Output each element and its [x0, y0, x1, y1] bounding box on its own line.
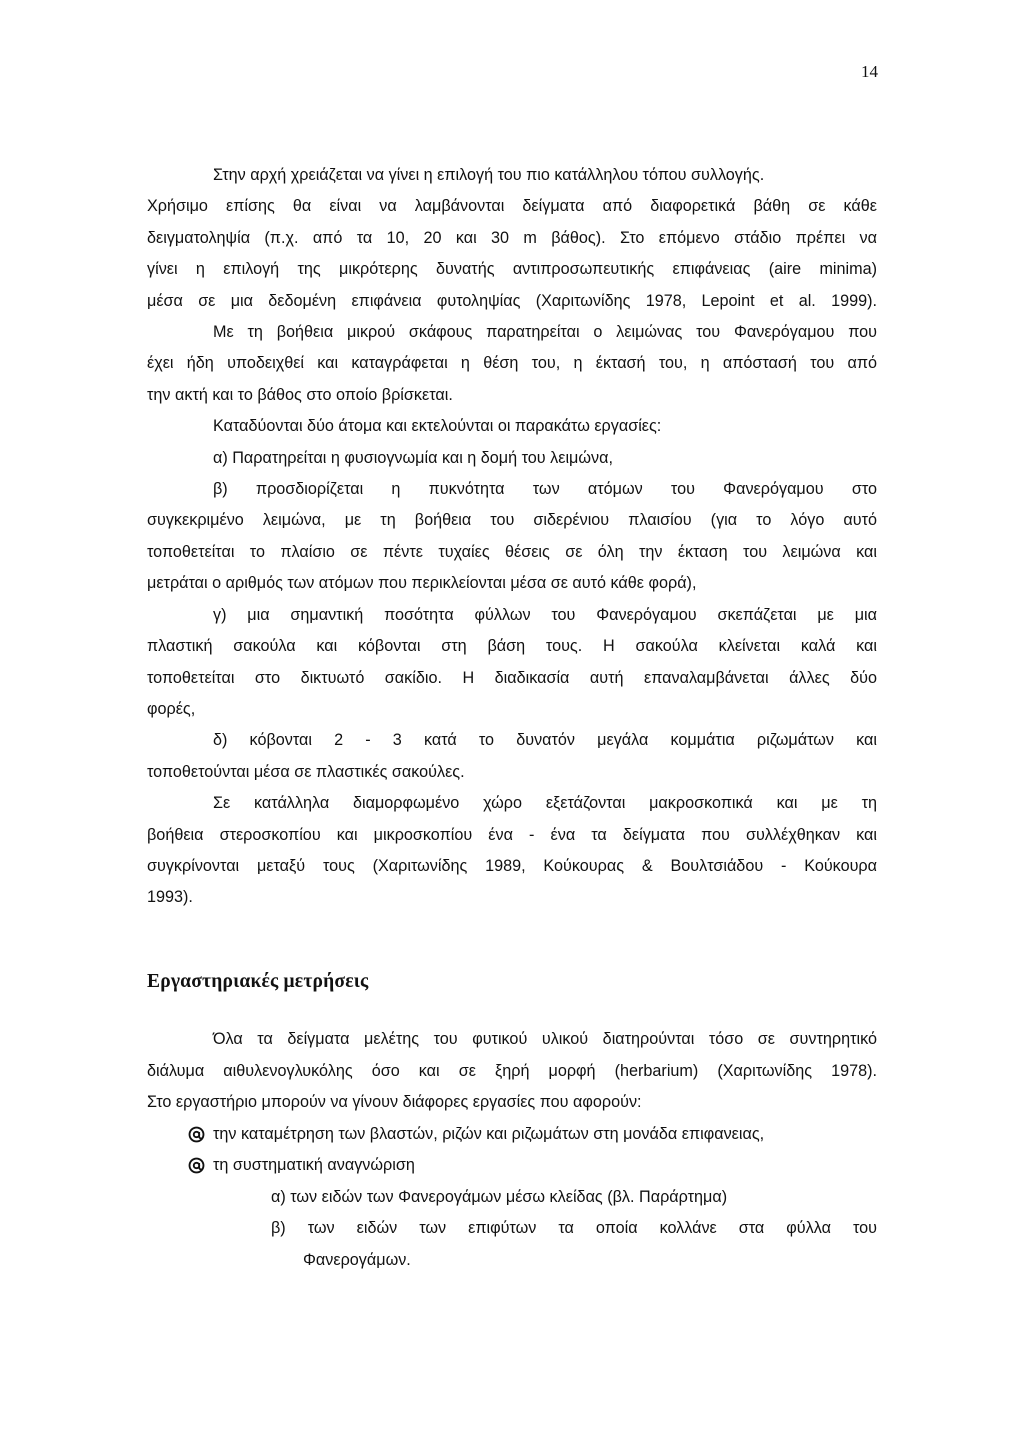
text-line: φορές, — [147, 699, 196, 718]
page-number: 14 — [861, 62, 878, 81]
list-item-a: α) Παρατηρείται η φυσιογνωμία και η δομή του λειμώνα, — [213, 448, 613, 467]
text-line: Με τη βοήθεια μικρού σκάφους παρατηρείται ο λειμώνας του Φανερόγαμου που — [213, 323, 877, 342]
text-line: πλαστική σακούλα και κόβονται στη βάση τους. Η σακούλα κλείνεται καλά και — [147, 637, 877, 656]
lab-measurements-section — [147, 1024, 877, 1276]
field-collection-section — [147, 160, 877, 914]
section-heading: Εργαστηριακές μετρήσεις — [147, 971, 369, 992]
sub-item-a: α) των ειδών των Φανερογάμων μέσω κλείδας (βλ. Παράρτημα) — [271, 1187, 728, 1206]
bullet-item — [147, 1119, 877, 1151]
text-line: τοποθετείται στο δικτυωτό σακίδιο. Η διαδικασία αυτή επαναλαμβάνεται άλλες δύο — [147, 668, 877, 687]
list-item-b: β) προσδιορίζεται η πυκνότητα των ατόμων του Φανερόγαμου στο — [213, 480, 877, 499]
text-line: βοήθεια στεροσκοπίου και μικροσκοπίου ένα - ένα τα δείγματα που συλλέχθηκαν και — [147, 825, 877, 844]
text-line: γίνει η επιλογή της μικρότερης δυνατής αντιπροσωπευτικής επιφάνειας (aire minima) — [147, 260, 877, 279]
text-line: τοποθετείται το πλαίσιο σε πέντε τυχαίες θέσεις σε όλη την έκταση του λειμώνα και — [147, 542, 877, 561]
text-line: μέσα σε μια δεδομένη επιφάνεια φυτοληψίας (Χαριτωνίδης 1978, Lepoint et al. 1999). — [147, 291, 877, 310]
text-line: συγκρίνονται μεταξύ τους (Χαριτωνίδης 1989, Κούκουρας & Βουλτσιάδου - Κούκουρα — [147, 856, 877, 875]
bullet-text: την καταμέτρηση των βλαστών, ριζών και ριζωμάτων στη μονάδα επιφανειας, — [213, 1124, 765, 1143]
text-line: διάλυμα αιθυλενογλυκόλης όσο και σε ξηρή μορφή (herbarium) (Χαριτωνίδης 1978). — [147, 1061, 877, 1080]
text-line: την ακτή και το βάθος στο οποίο βρίσκεται. — [147, 385, 453, 404]
text-line: Όλα τα δείγματα μελέτης του φυτικού υλικού διατηρούνται τόσο σε συντηρητικό — [213, 1030, 877, 1048]
text-line: Καταδύονται δύο άτομα και εκτελούνται οι παρακάτω εργασίες: — [213, 417, 662, 436]
text-line: Σε κατάλληλα διαμορφωμένο χώρο εξετάζονται μακροσκοπικά και με τη — [213, 794, 877, 813]
text-line: τοποθετούνται μέσα σε πλαστικές σακούλες. — [147, 762, 465, 781]
at-sign-bullet-icon — [188, 1157, 205, 1174]
text-line: μετράται ο αριθμός των ατόμων που περικλείονται μέσα σε αυτό κάθε φορά), — [147, 574, 697, 593]
sub-item-b: β) των ειδών των επιφύτων τα οποία κολλάνε στα φύλλα του — [271, 1219, 877, 1237]
text-line: δειγματοληψία (π.χ. από τα 10, 20 και 30 m βάθος). Στο επόμενο στάδιο πρέπει να — [147, 228, 877, 247]
text-line: έχει ήδη υποδειχθεί και καταγράφεται η θέση του, η έκτασή του, η απόστασή του από — [147, 354, 877, 373]
at-sign-bullet-icon — [188, 1126, 205, 1143]
text-line: Στην αρχή χρειάζεται να γίνει η επιλογή του πιο κατάλληλου τόπου συλλογής. — [213, 166, 765, 184]
text-line: συγκεκριμένο λειμώνα, με τη βοήθεια του σιδερένιου πλαισίου (για το λόγο αυτό — [147, 511, 877, 530]
list-item-c: γ) μια σημαντική ποσότητα φύλλων του Φανερόγαμου σκεπάζεται με μια — [213, 605, 877, 624]
text-line: Στο εργαστήριο μπορούν να γίνουν διάφορες εργασίες που αφορούν: — [147, 1093, 642, 1111]
text-line: 1993). — [147, 888, 193, 907]
list-item-d: δ) κόβονται 2 - 3 κατά το δυνατόν μεγάλα κομμάτια ριζωμάτων και — [213, 731, 877, 750]
text-line: Χρήσιμο επίσης θα είναι να λαμβάνονται δείγματα από διαφορετικά βάθη σε κάθε — [147, 197, 877, 216]
bullet-item — [147, 1150, 877, 1182]
bullet-text: τη συστηματική αναγνώριση — [213, 1156, 415, 1174]
sub-item-b-continued: Φανερογάμων. — [303, 1250, 411, 1269]
